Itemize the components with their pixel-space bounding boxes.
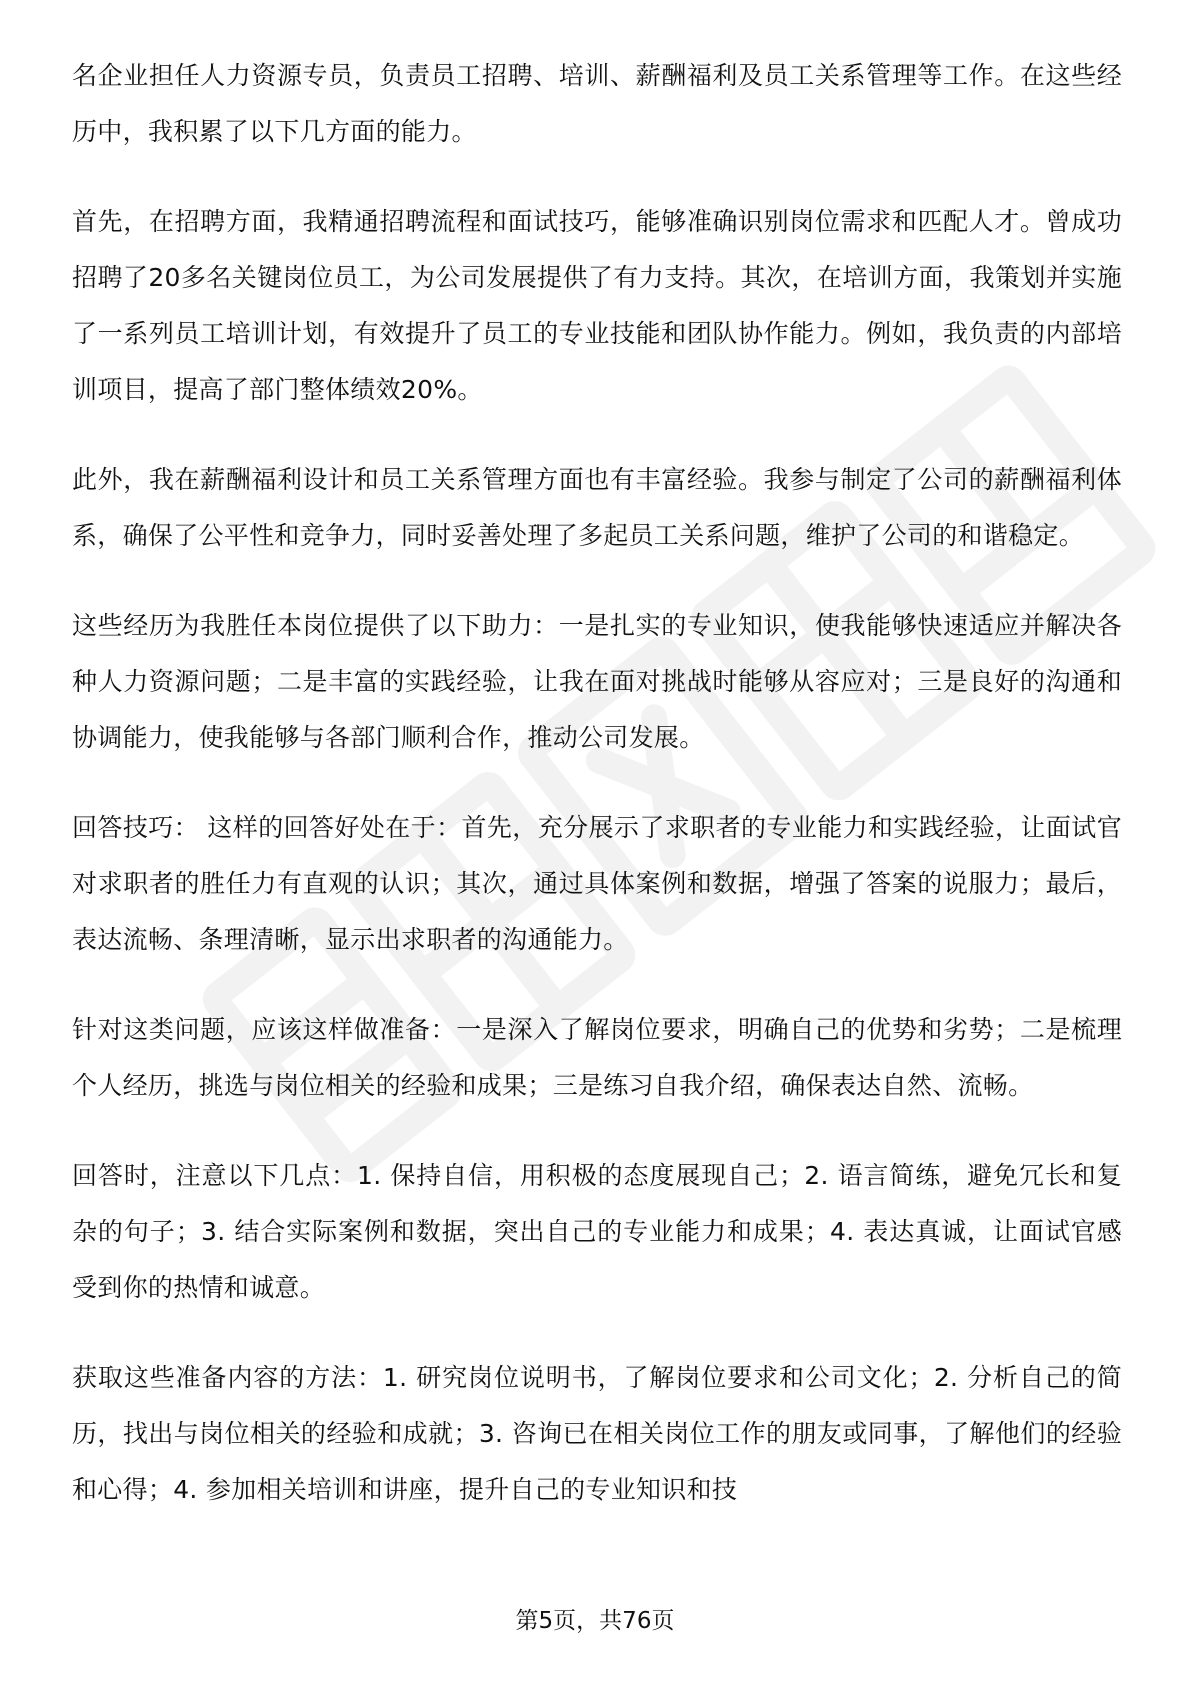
paragraph: 回答时，注意以下几点：1. 保持自信，用积极的态度展现自己；2. 语言简练，避免冗长和复杂的句子；3. 结合实际案例和数据，突出自己的专业能力和成果；4. 表达真诚，让面试官感受到你的热情和诚意。 (72, 1161, 1122, 1302)
paragraph: 针对这类问题，应该这样做准备：一是深入了解岗位要求，明确自己的优势和劣势；二是梳理个人经历，挑选与岗位相关的经验和成果；三是练习自我介绍，确保表达自然、流畅。 (72, 1015, 1122, 1100)
paragraph: 首先，在招聘方面，我精通招聘流程和面试技巧，能够准确识别岗位需求和匹配人才。曾成功招聘了20多名关键岗位员工，为公司发展提供了有力支持。其次，在培训方面，我策划并实施了一系列员工培训计划，有效提升了员工的专业技能和团队协作能力。例如，我负责的内部培训项目，提高了部门整体绩效20%。 (72, 207, 1122, 404)
paragraph: 这些经历为我胜任本岗位提供了以下助力：一是扎实的专业知识，使我能够快速适应并解决各种人力资源问题；二是丰富的实践经验，让我在面对挑战时能够从容应对；三是良好的沟通和协调能力，使我能够与各部门顺利合作，推动公司发展。 (72, 611, 1122, 752)
paragraph: 名企业担任人力资源专员，负责员工招聘、培训、薪酬福利及员工关系管理等工作。在这些经历中，我积累了以下几方面的能力。 (72, 61, 1122, 146)
paragraph: 此外，我在薪酬福利设计和员工关系管理方面也有丰富经验。我参与制定了公司的薪酬福利体系，确保了公平性和竞争力，同时妥善处理了多起员工关系问题，维护了公司的和谐稳定。 (72, 465, 1122, 550)
page-number-footer: 第5页，共76页 (515, 1608, 675, 1634)
document-body (72, 48, 1122, 1552)
paragraph: 回答技巧： 这样的回答好处在于：首先，充分展示了求职者的专业能力和实践经验，让面试官对求职者的胜任力有直观的认识；其次，通过具体案例和数据，增强了答案的说服力；最后，表达流畅、条理清晰，显示出求职者的沟通能力。 (72, 813, 1122, 954)
paragraph: 获取这些准备内容的方法：1. 研究岗位说明书，了解岗位要求和公司文化；2. 分析自己的简历，找出与岗位相关的经验和成就；3. 咨询已在相关岗位工作的朋友或同事，了解他们的经验和心得；4. 参加相关培训和讲座，提升自己的专业知识和技 (72, 1363, 1122, 1504)
